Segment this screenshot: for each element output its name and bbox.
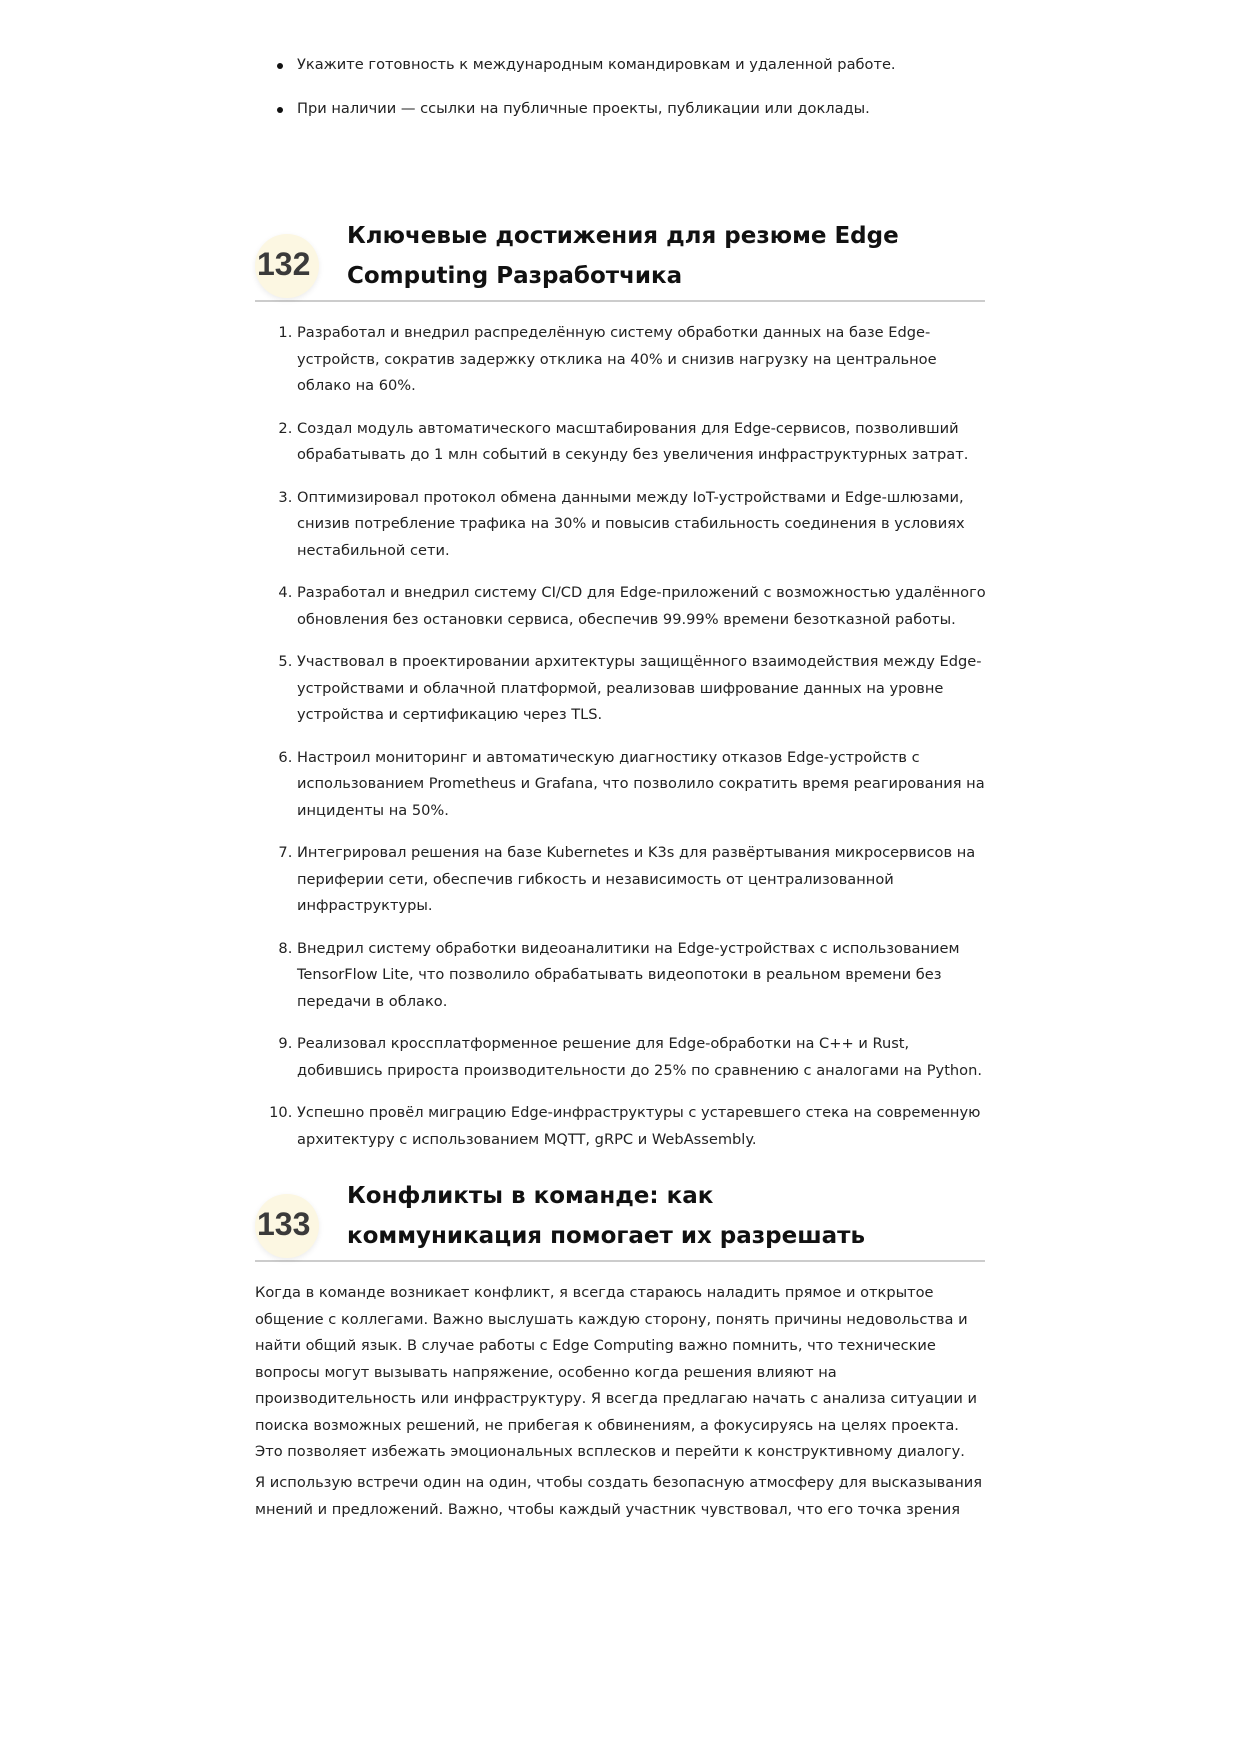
section-number: 133 [257, 1206, 311, 1242]
list-item: 9. Реализовал кроссплатформенное решение для Edge-обработки на C++ и Rust, добившись прироста производительности до 25% по сравнению с аналогами на Python. [297, 1031, 987, 1084]
section-number-badge [255, 1194, 319, 1258]
list-item: 3. Оптимизировал протокол обмена данными между IoT-устройствами и Edge-шлюзами, снизив потребление трафика на 30% и повысив стабильность соединения в условиях нестабильной сети. [297, 485, 987, 565]
bullet-list [255, 52, 997, 140]
section-heading-133 [255, 1180, 985, 1262]
paragraph: Я использую встречи один на один, чтобы создать безопасную атмосферу для высказывания мнений и предложений. Важно, чтобы каждый участник чувствовал, что его точка зрения [255, 1474, 983, 1518]
list-item: 1. Разработал и внедрил распределённую систему обработки данных на базе Edge-устройств, сократив задержку отклика на 40% и снизив нагрузку на центральное облако на 60%. [297, 320, 987, 400]
list-item: 7. Интегрировал решения на базе Kubernetes и K3s для развёртывания микросервисов на периферии сети, обеспечив гибкость и независимость от централизованной инфраструктуры. [297, 840, 987, 920]
list-item: 5. Участвовал в проектировании архитектуры защищённого взаимодействия между Edge-устройствами и облачной платформой, реализовав шифрование данных на уровне устройства и сертификацию через TLS. [297, 649, 987, 729]
list-item: 4. Разработал и внедрил систему CI/CD для Edge-приложений с возможностью удалённого обновления без остановки сервиса, обеспечив 99.99% времени безотказной работы. [297, 580, 987, 633]
paragraph: Когда в команде возникает конфликт, я всегда стараюсь наладить прямое и открытое общение с коллегами. Важно выслушать каждую сторону, понять причины недовольства и найти общий язык. В случае работы с Edge Computing важно помнить, что технические вопросы могут вызывать напряжение, особенно когда решения влияют на производительность или инфраструктуру. Я всегда предлагаю начать с анализа ситуации и поиска возможных решений, не прибегая к обвинениям, а фокусируясь на целях проекта. Это позволяет избежать эмоциональных всплесков и перейти к конструктивному диалогу. [255, 1284, 977, 1460]
list-item: 6. Настроил мониторинг и автоматическую диагностику отказов Edge-устройств с использованием Prometheus и Grafana, что позволило сократить время реагирования на инциденты на 50%. [297, 745, 987, 825]
section-number-badge [255, 234, 319, 298]
section-number: 132 [257, 246, 311, 282]
section-title: Конфликты в команде: как коммуникация помогает их разрешать [347, 1183, 866, 1249]
list-item: При наличии — ссылки на публичные проекты, публикации или доклады. [297, 96, 997, 122]
list-item: 2. Создал модуль автоматического масштабирования для Edge-сервисов, позволивший обрабатывать до 1 млн событий в секунду без увеличения инфраструктурных затрат. [297, 416, 987, 469]
achievements-list [255, 320, 987, 1169]
list-item: Укажите готовность к международным командировкам и удаленной работе. [297, 52, 997, 78]
section-heading-132 [255, 220, 985, 302]
list-item: 8. Внедрил систему обработки видеоаналитики на Edge-устройствах с использованием TensorFlow Lite, что позволило обрабатывать видеопотоки в реальном времени без передачи в облако. [297, 936, 987, 1016]
list-item: 10. Успешно провёл миграцию Edge-инфраструктуры с устаревшего стека на современную архитектуру с использованием MQTT, gRPC и WebAssembly. [297, 1100, 987, 1153]
section-title: Ключевые достижения для резюме Edge Computing Разработчика [347, 223, 899, 289]
